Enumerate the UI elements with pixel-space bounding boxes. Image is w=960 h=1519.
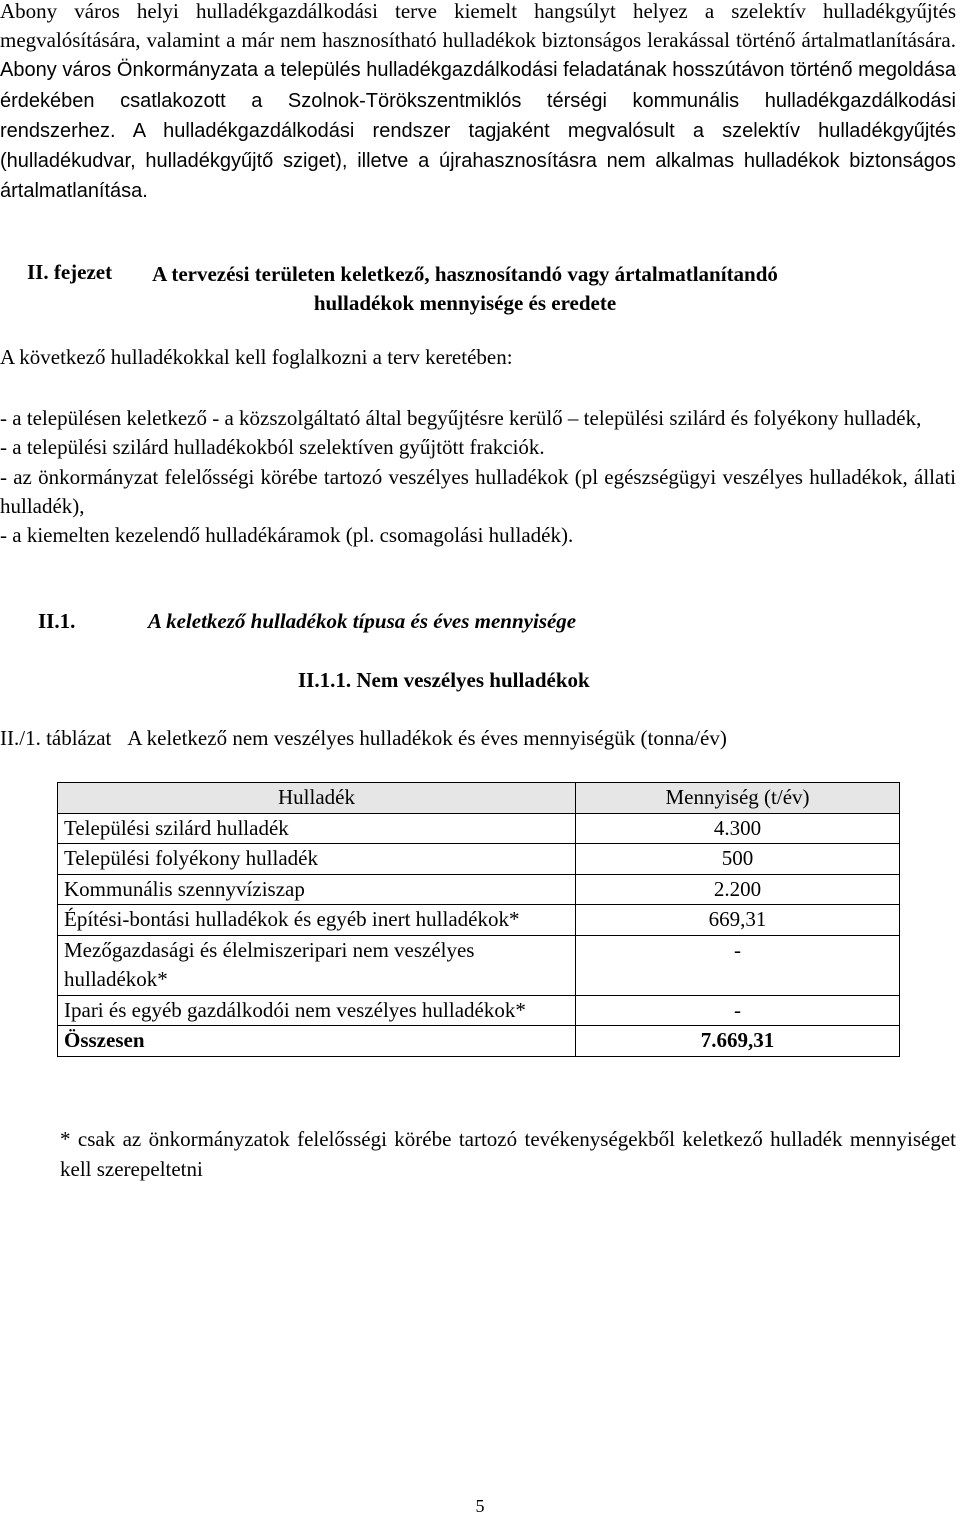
chapter-title: A tervezési területen keletkező, hasznosítandó vagy ártalmatlanítandó hulladékok mennyisége és eredete [152, 262, 778, 315]
lead-sentence: A következő hulladékokkal kell foglalkozni a terv keretében: [0, 345, 513, 369]
cell-waste: Kommunális szennyvíziszap [58, 874, 576, 905]
section-number: II.1. [38, 609, 76, 633]
table-caption [0, 726, 727, 751]
waste-list [0, 404, 956, 550]
list-item: - a települési szilárd hulladékokból szelektíven gyűjtött frakciók. [0, 435, 545, 460]
table-caption-label: II./1. táblázat [0, 726, 112, 750]
cell-quantity: 4.300 [576, 813, 900, 844]
cell-quantity: 500 [576, 844, 900, 875]
table-row [58, 905, 900, 936]
table-total-row [58, 1026, 900, 1057]
cell-quantity: 669,31 [576, 905, 900, 936]
table-header-row [58, 783, 900, 814]
table-row [58, 874, 900, 905]
cell-waste: Építési-bontási hulladékok és egyéb inert hulladékok* [58, 905, 576, 936]
cell-quantity: - [576, 935, 900, 995]
table-row [58, 935, 900, 995]
table-row [58, 844, 900, 875]
intro-sentence-2: Abony város Önkormányzata a település hulladékgazdálkodási feladatának hosszútávon történő megoldása érdekében csatlakozott a Szolnok-Törökszentmiklós térségi kommunális hulladékgazdálkodási rendszerhez. A hulladékgazdálkodási rendszer tagjaként megvalósult a szelektív hulladékgyűjtés (hulladékudvar, hulladékgyűjtő sziget), illetve a újrahasznosításra nem alkalmas hulladékok biztonságos ártalmatlanítása. [0, 59, 956, 203]
cell-waste: Települési folyékony hulladék [58, 844, 576, 875]
header-waste: Hulladék [58, 783, 576, 814]
chapter-number: II. fejezet [27, 260, 113, 284]
cell-waste: Települési szilárd hulladék [58, 813, 576, 844]
waste-table [57, 782, 900, 1057]
cell-quantity: 2.200 [576, 874, 900, 905]
cell-waste: Ipari és egyéb gazdálkodói nem veszélyes hulladékok* [58, 995, 576, 1026]
list-item: - a településen keletkező - a közszolgáltató által begyűjtésre kerülő – települési szilárd és folyékony hulladék, [0, 406, 922, 430]
section-title: A keletkező hulladékok típusa és éves mennyisége [148, 609, 577, 633]
page-number: 5 [475, 1496, 485, 1516]
list-item: - a kiemelten kezelendő hulladékáramok (pl. csomagolási hulladék). [0, 523, 574, 548]
table-footnote: * csak az önkormányzatok felelősségi körébe tartozó tevékenységekből keletkező hulladék mennyiséget kell szerepeltetni [60, 1127, 956, 1181]
total-value: 7.669,31 [576, 1026, 900, 1057]
list-item: - az önkormányzat felelősségi körébe tartozó veszélyes hulladékok (pl egészségügyi veszélyes hulladékok, állati hulladék), [0, 464, 956, 518]
table-row [58, 995, 900, 1026]
cell-waste: Mezőgazdasági és élelmiszeripari nem veszélyes hulladékok* [58, 935, 576, 995]
subsection-title: II.1.1. Nem veszélyes hulladékok [298, 668, 590, 692]
intro-sentence-1: Abony város helyi hulladékgazdálkodási terve kiemelt hangsúlyt helyez a szelektív hulladékgyűjtés megvalósítására, valamint a már nem hasznosítható hulladékok biztonságos lerakással történő ártalmatlanítására. [0, 0, 956, 53]
total-label: Összesen [58, 1026, 576, 1057]
intro-paragraph [0, 0, 956, 206]
table-caption-text: A keletkező nem veszélyes hulladékok és éves mennyiségük (tonna/év) [127, 726, 727, 750]
table-row [58, 813, 900, 844]
cell-quantity: - [576, 995, 900, 1026]
header-quantity: Mennyiség (t/év) [576, 783, 900, 814]
